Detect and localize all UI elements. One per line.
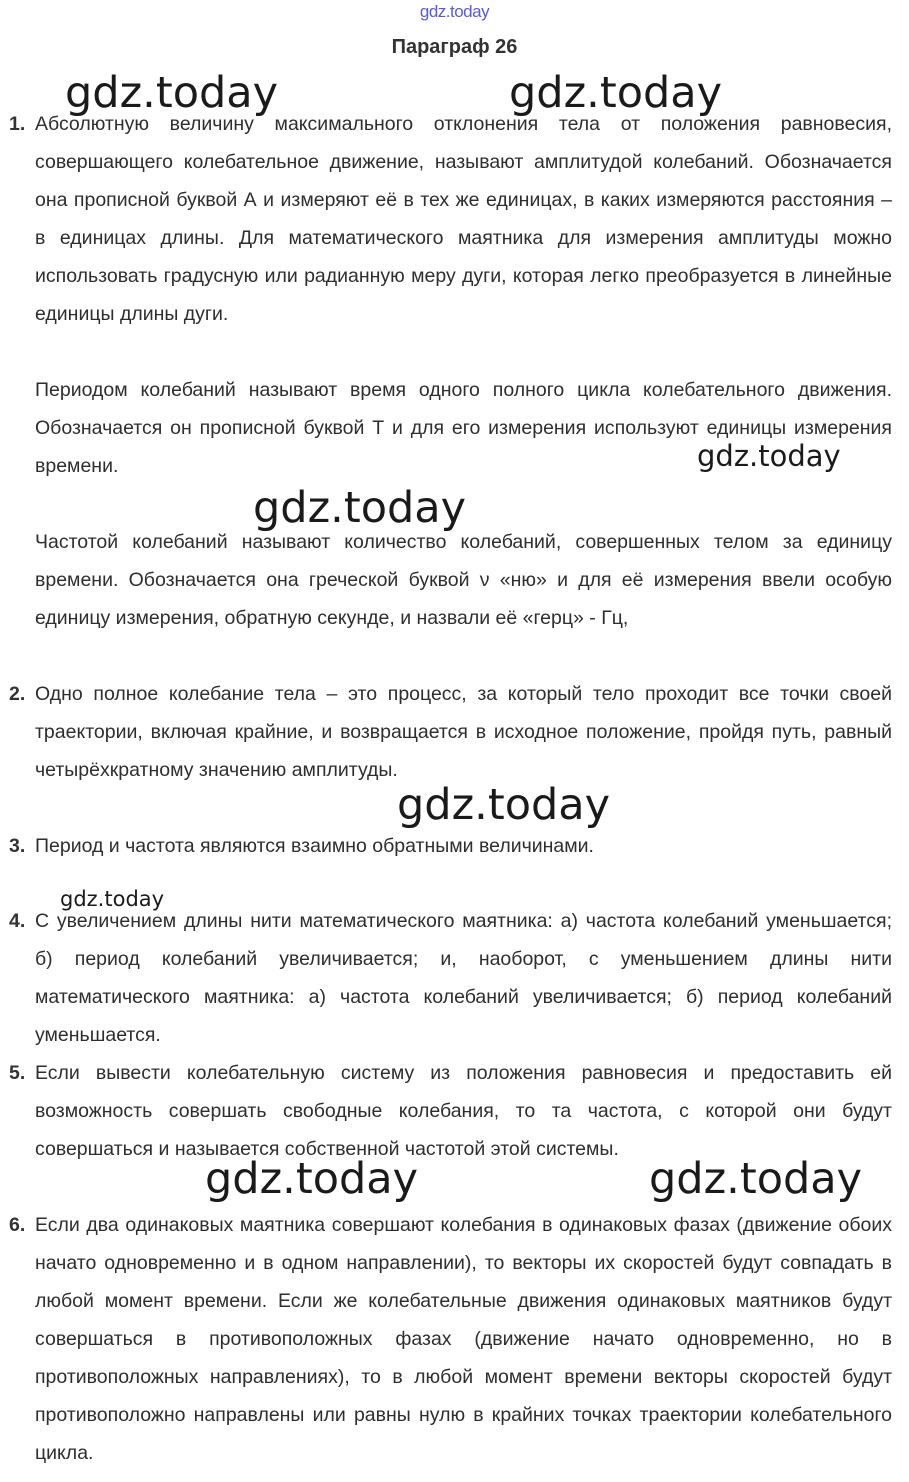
watermark: gdz.today: [509, 68, 723, 118]
item-number-1: 1.: [9, 113, 26, 135]
page-title: Параграф 26: [391, 36, 518, 58]
item-4-paragraph: С увеличением длины нити математического маятника: а) частота колебаний уменьшается; б) период колебаний увеличивается; и, наоборот, с уменьшением длины нити математического маятника: а) частота колебаний увеличивается; б) период колебаний уменьшается.: [35, 910, 892, 1046]
item-6-paragraph: Если два одинаковых маятника совершают колебания в одинаковых фазах (движение обоих начато одновременно и в одном направлении), то векторы их скоростей будут совпадать в любой момент времени. Если же колебательные движения одинаковых маятников будут совершаться в противоположных фазах (движение начато одновременно, но в противоположных направлениях), то в любой момент времени векторы скоростей будут противоположно направлены или равны нулю в крайних точках траектории колебательного цикла.: [35, 1214, 892, 1464]
item-number-5: 5.: [9, 1062, 26, 1084]
item-1-paragraph-2: Периодом колебаний называют время одного полного цикла колебательного движения. Обозначается он прописной буквой Т и для его измерения используют единицы измерения времени.: [35, 379, 892, 477]
watermark: gdz.today: [205, 1154, 419, 1204]
item-number-6: 6.: [9, 1214, 26, 1236]
item-5-paragraph: Если вывести колебательную систему из положения равновесия и предоставить ей возможность совершать свободные колебания, то та частота, с которой они будут совершаться и называется собственной частотой этой системы.: [35, 1062, 892, 1160]
watermark: gdz.today: [649, 1154, 863, 1204]
item-number-4: 4.: [9, 910, 26, 932]
item-3-paragraph: Период и частота являются взаимно обратными величинами.: [35, 835, 594, 857]
site-logo: gdz.today: [419, 2, 490, 21]
watermark: gdz.today: [397, 780, 611, 830]
item-1-paragraph-1: Абсолютную величину максимального отклонения тела от положения равновесия, совершающего колебательное движение, называют амплитудой колебаний. Обозначается она прописной буквой А и измеряют её в тех же единицах, в каких измеряются расстояния – в единицах длины. Для математического маятника для измерения амплитуды можно использовать градусную или радианную меру дуги, которая легко преобразуется в линейные единицы длины дуги.: [35, 113, 892, 325]
watermark: gdz.today: [697, 439, 841, 473]
item-number-3: 3.: [9, 835, 26, 857]
item-1-paragraph-3: Частотой колебаний называют количество колебаний, совершенных телом за единицу времени. Обозначается она греческой буквой ν «ню» и для её измерения ввели особую единицу измерения, обратную секунде, и назвали её «герц» - Гц,: [35, 531, 892, 629]
watermark: gdz.today: [65, 68, 279, 118]
watermark: gdz.today: [60, 887, 165, 911]
item-number-2: 2.: [9, 683, 26, 705]
item-2-paragraph: Одно полное колебание тела – это процесс, за который тело проходит все точки своей траектории, включая крайние, и возвращается в исходное положение, пройдя путь, равный четырёхкратному значению амплитуды.: [35, 683, 892, 781]
watermark: gdz.today: [253, 483, 467, 533]
